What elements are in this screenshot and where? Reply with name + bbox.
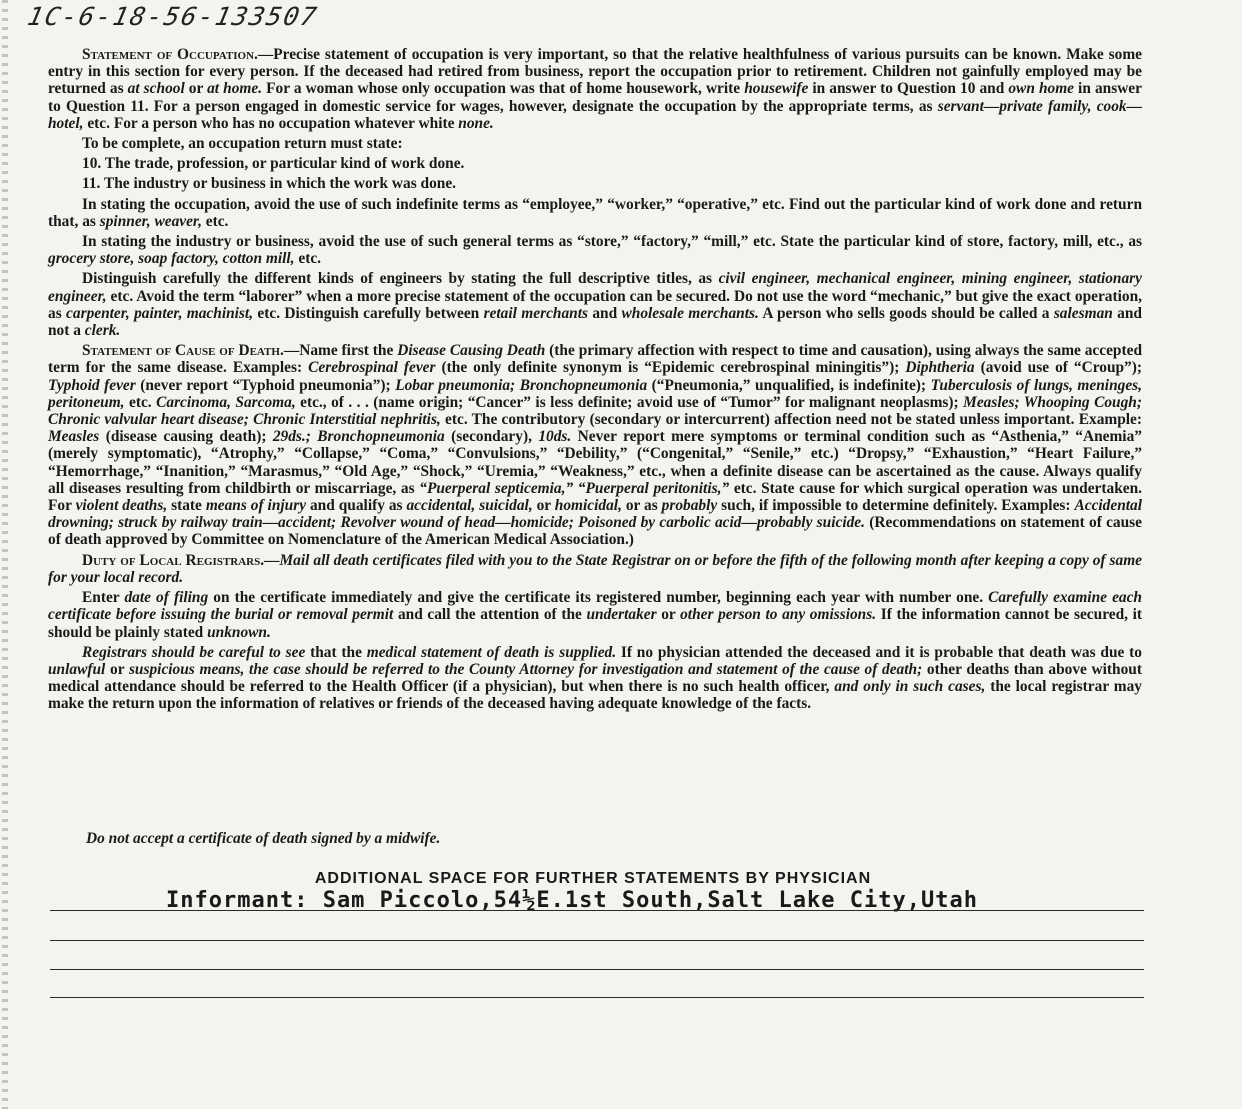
item-11: 11. The industry or business in which the work was done. (82, 175, 457, 193)
occupation-terms-paragraph: In stating the occupation, avoid the use of such indefinite terms as “employee,” “worker,” “operative,” etc. Find out the particular kind of work done and return that, as spinner, weaver, etc. (48, 195, 1142, 230)
complete-intro: To be complete, an occupation return must state: (82, 135, 403, 153)
engineers-paragraph: Distinguish carefully the different kinds of engineers by stating the full descriptive titles, as civil engineer, mechanical engineer, mining engineer, stationary engineer, etc. Avoid the term “laborer” when a more precise statement of the occupation can be secured. Do not use the word “mechanic,” but give the exact operation, as carpenter, painter, machinist, etc. Distinguish carefully between retail merchants and wholesale merchants. A person who sells goods should be called a salesman and not a clerk. (48, 270, 1142, 340)
physician-statement-line (50, 969, 1144, 970)
physician-statement-line (50, 940, 1144, 941)
occupation-heading: Statement of Occupation. (82, 46, 258, 63)
informant-typed-entry: Informant: Sam Piccolo,54½E.1st South,Salt Lake City,Utah (166, 888, 978, 913)
handwritten-document-number: 1C-6-18-56-133507 (24, 2, 321, 31)
cause-heading: Statement of Cause of Death. (82, 342, 284, 360)
physician-statement-line (50, 910, 1144, 911)
instructions-text (48, 46, 1142, 713)
cause-of-death-paragraph: Statement of Cause of Death.—Name first the Disease Causing Death (the primary affection with respect to time and causation), using always the same accepted term for the same disease. Examples: Cerebrospinal fever (the only definite synonym is “Epidemic cerebrospinal miningitis”); Diphtheria (avoid use of “Croup”); Typhoid fever (never report “Typhoid pneumonia”); Lobar pneumonia; Bronchopneumonia (“Pneumonia,” unqualified, is indefinite); Tuberculosis of lungs, meninges, peritoneum, etc. Carcinoma, Sarcoma, etc., of . . . (name origin; “Cancer” is less definite; avoid use of “Tumor” for malignant neoplasms); Measles; Whooping Cough; Chronic valvular heart disease; Chronic Interstitial nephritis, etc. The contributory (secondary or intercurrent) affection need not be stated unless important. Example: Measles (disease causing death); 29ds.; Bronchopneumonia (secondary), 10ds. Never report mere symptoms or terminal condition such as “Asthenia,” “Anemia” (merely symptomatic), “Atrophy,” “Collapse,” “Coma,” “Convulsions,” “Debility,” (“Congenital,” “Senile,” etc.) “Dropsy,” “Exhaustion,” “Heart Failure,” “Hemorrhage,” “Inanition,” “Marasmus,” “Old Age,” “Shock,” “Uremia,” “Weakness,” etc., when a definite disease can be ascertained as the cause. Always qualify all diseases resulting from childbirth or miscarriage, as “Puerperal septicemia,” “Puerperal peritonitis,” etc. State cause for which surgical operation was undertaken. For violent deaths, state means of injury and qualify as accidental, suicidal, or homicidal, or as probably such, if impossible to determine definitely. Examples: Accidental drowning; struck by railway train—accident; Revolver wound of head—homicide; Poisoned by carbolic acid—probably suicide. (Recommendations on statement of cause of death approved by Committee on Nomenclature of the American Medical Association.) (48, 342, 1143, 549)
scan-edge-mark (2, 0, 8, 1109)
medical-statement-paragraph: Registrars should be careful to see that the medical statement of death is supplied. If no physician attended the deceased and it is probable that death was due to unlawful or suspicious means, the case should be referred to the County Attorney for investigation and statement of the cause of death; other deaths than above without medical attendance should be referred to the Health Officer (if a physician), but when there is no such health officer, and only in such cases, the local registrar may make the return upon the information of relatives or friends of the deceased having adequate knowledge of the facts. (48, 643, 1143, 713)
occupation-paragraph: Statement of Occupation.—Precise statement of occupation is very important, so that the relative healthfulness of various pursuits can be known. Make some entry in this section for every person. If the deceased had retired from business, report the occupation prior to retirement. Children not gainfully employed may be returned as at school or at home. For a woman whose only occupation was that of home housework, write housewife in answer to Question 10 and own home in answer to Question 11. For a person engaged in domestic service for wages, however, designate the occupation by the appropriate terms, as servant—private family, cook—hotel, etc. For a person who has no occupation whatever white none. (48, 46, 1142, 132)
item-10: 10. The trade, profession, or particular kind of work done. (82, 155, 465, 173)
midwife-note: Do not accept a certificate of death signed by a midwife. (86, 830, 441, 847)
physician-statement-line (50, 997, 1144, 998)
registrars-heading: Duty of Local Registrars. (82, 551, 265, 569)
filing-paragraph: Enter date of filing on the certificate immediately and give the certificate its registered number, beginning each year with number one. Carefully examine each certificate before issuing the burial or removal permit and call the attention of the undertaker or other person to any omissions. If the information cannot be secured, it should be plainly stated unknown. (48, 589, 1143, 641)
additional-space-heading: ADDITIONAL SPACE FOR FURTHER STATEMENTS BY PHYSICIAN (314, 870, 872, 887)
industry-paragraph: In stating the industry or business, avoid the use of such general terms as “store,” “factory,” “mill,” etc. State the particular kind of store, factory, mill, etc., as grocery store, soap factory, cotton mill, etc. (48, 233, 1142, 268)
registrars-duty-paragraph: Duty of Local Registrars.—Mail all death certificates filed with you to the State Registrar on or before the fifth of the following month after keeping a copy of same for your local record. (48, 551, 1142, 586)
